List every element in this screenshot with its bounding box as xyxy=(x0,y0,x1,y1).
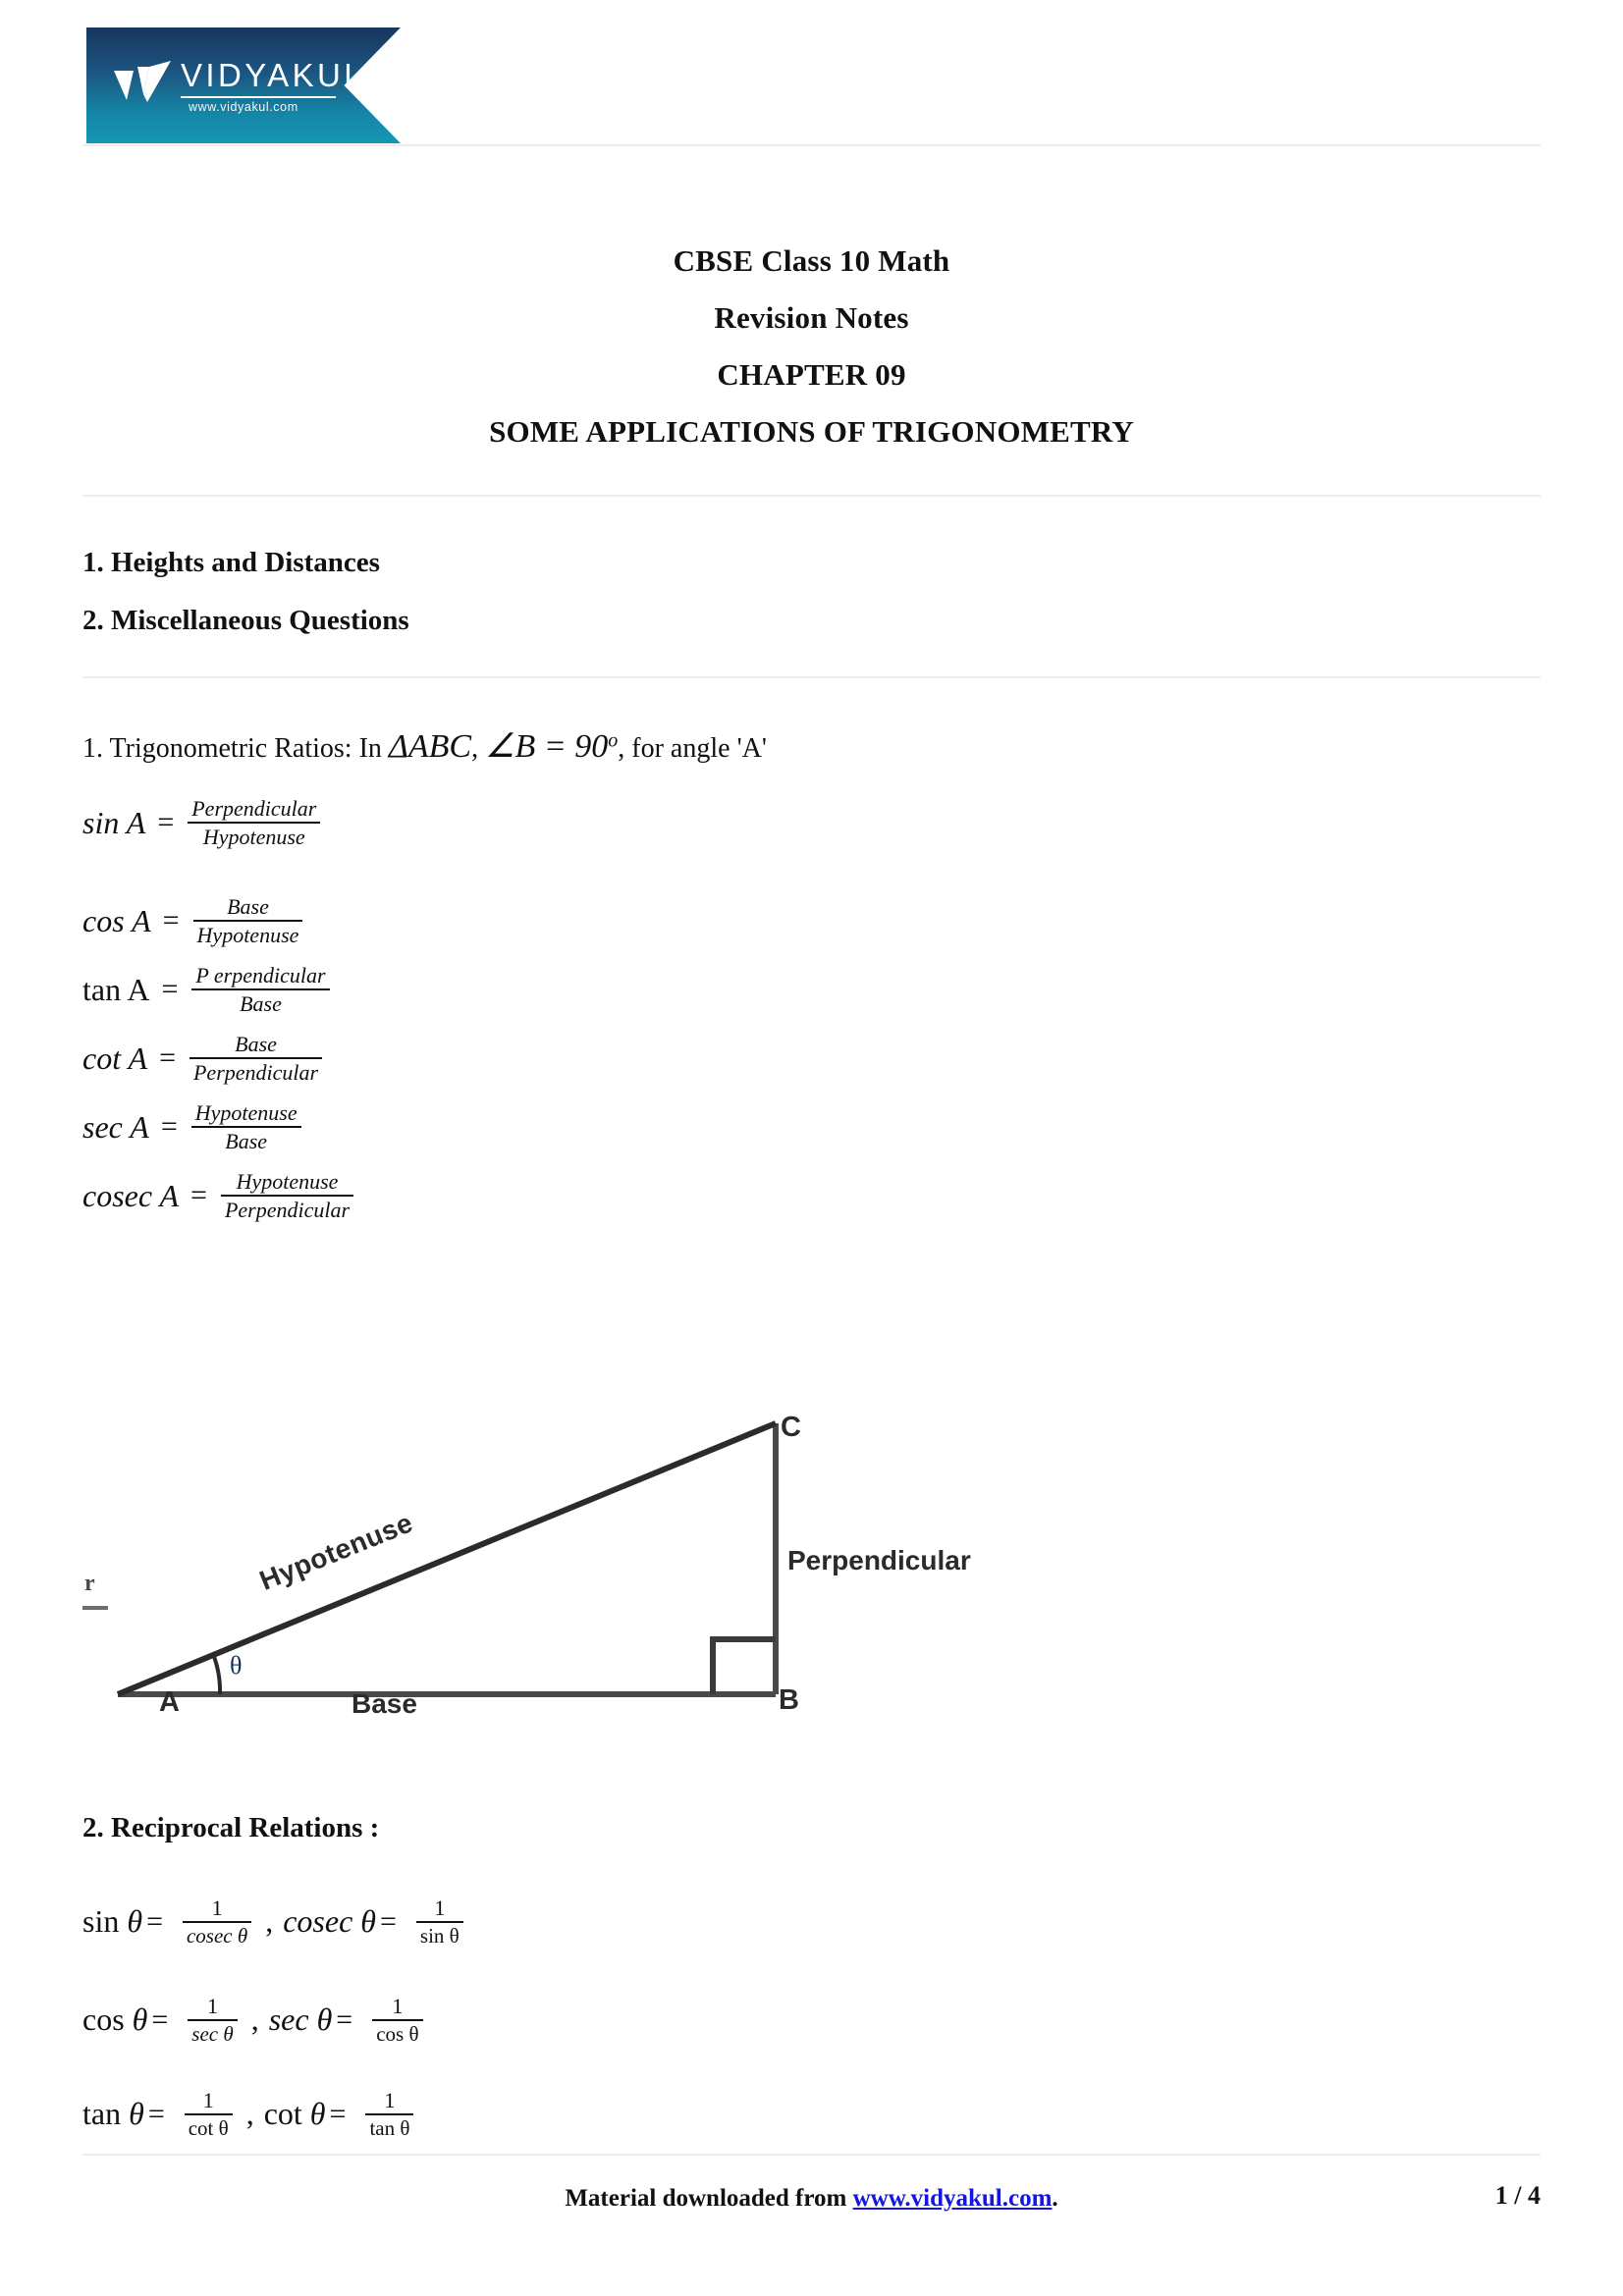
reciprocal-relations-heading: 2. Reciprocal Relations : xyxy=(82,1812,380,1843)
equals-sign: = xyxy=(157,806,175,839)
fraction-bar xyxy=(416,1921,463,1923)
trig-ratios-intro xyxy=(82,726,767,766)
fraction-denominator: Base xyxy=(225,1129,268,1154)
reciprocal-right-theta: θ xyxy=(316,2002,333,2038)
fraction-numerator: 1 xyxy=(207,1994,218,2018)
reciprocal-row-2 xyxy=(82,1995,429,2045)
page-title-line-2: Revision Notes xyxy=(714,300,909,335)
formula-lhs: sin A xyxy=(82,804,146,840)
degree-symbol: o xyxy=(608,729,619,752)
divider-under-title xyxy=(82,495,1541,497)
base-label: Base xyxy=(352,1688,417,1719)
reciprocal-left-fn: sin xyxy=(82,1903,120,1940)
reciprocal-left-theta: θ xyxy=(129,2096,144,2132)
fraction xyxy=(188,797,320,848)
contents-item-1: 1. Heights and Distances xyxy=(82,547,380,578)
reciprocal-right-fn: cot xyxy=(263,2096,302,2132)
theta-label: θ xyxy=(230,1651,243,1680)
hypotenuse-label: Hypotenuse xyxy=(255,1507,417,1596)
fraction xyxy=(193,895,303,946)
footer-text-before: Material downloaded from xyxy=(565,2185,853,2212)
fraction-denominator: Perpendicular xyxy=(192,1060,319,1086)
formula-cosec-a xyxy=(82,1170,353,1221)
fraction-denominator: sin θ xyxy=(419,1924,460,1949)
divider-top xyxy=(82,144,1541,146)
fraction-bar xyxy=(372,2019,422,2021)
fraction-bar xyxy=(191,988,329,990)
fraction-bar xyxy=(185,2113,233,2115)
footer-text-after: . xyxy=(1052,2185,1058,2212)
equals-sign: = xyxy=(336,2002,353,2036)
fraction-denominator: Hypotenuse xyxy=(202,825,305,850)
perpendicular-label: Perpendicular xyxy=(787,1545,971,1575)
fraction-numerator: 1 xyxy=(384,2088,396,2112)
page-title-chapter: CHAPTER 09 xyxy=(717,357,906,392)
fraction-numerator: Base xyxy=(235,1032,277,1056)
fraction-numerator: Perpendicular xyxy=(191,796,317,821)
page-title-line-1: CBSE Class 10 Math xyxy=(673,243,950,278)
equals-sign: = xyxy=(329,2097,347,2130)
intro-prefix: 1. Trigonometric Ratios: In xyxy=(82,733,389,764)
logo-underline xyxy=(181,96,336,98)
fraction-denominator: cos θ xyxy=(376,2022,419,2047)
hypotenuse-line xyxy=(118,1423,776,1694)
vidyakul-logo xyxy=(86,27,401,143)
reciprocal-right-theta: θ xyxy=(360,1903,376,1940)
equals-sign: = xyxy=(147,2097,165,2130)
fraction-numerator: 1 xyxy=(392,1994,404,2018)
fraction xyxy=(188,1995,237,2045)
vertex-label-b: B xyxy=(779,1684,799,1716)
fraction-numerator: 1 xyxy=(211,1896,223,1920)
equals-sign: = xyxy=(146,1904,163,1938)
fraction-denominator: Hypotenuse xyxy=(196,923,299,948)
separator-comma: , xyxy=(265,1903,274,1940)
vidyakul-check-mark-icon xyxy=(114,61,175,106)
equals-sign: = xyxy=(159,1041,176,1075)
fraction-denominator: Base xyxy=(240,991,282,1017)
equals-sign: = xyxy=(151,2002,169,2036)
formula-lhs: cosec A xyxy=(82,1177,180,1213)
formula-tan-a xyxy=(82,964,330,1015)
fraction xyxy=(221,1170,353,1221)
fraction xyxy=(183,1896,251,1947)
triangle-abc: ΔABC xyxy=(388,728,472,765)
fraction-numerator: Hypotenuse xyxy=(236,1169,339,1194)
triangle-svg xyxy=(82,1382,1182,1775)
formula-cot-a xyxy=(82,1033,322,1084)
fraction-bar xyxy=(191,1126,301,1128)
reciprocal-left-theta: θ xyxy=(127,1903,143,1940)
reciprocal-right-fn: sec xyxy=(268,2002,309,2038)
logo-brand-text: VIDYAKUL xyxy=(181,57,365,93)
scan-artifact-bar xyxy=(82,1606,108,1610)
equals-sign: = xyxy=(190,1179,207,1212)
fraction xyxy=(365,2089,413,2139)
logo-url-text: www.vidyakul.com xyxy=(189,100,298,114)
formula-lhs: tan A xyxy=(82,971,150,1007)
reciprocal-left-fn: tan xyxy=(82,2096,122,2132)
equals-sign: = xyxy=(160,1110,178,1144)
vertex-label-a: A xyxy=(159,1686,180,1718)
formula-lhs: cos A xyxy=(82,902,151,938)
fraction xyxy=(189,1033,322,1084)
footer-note xyxy=(0,2185,1623,2213)
equals-sign: = xyxy=(379,1904,397,1938)
fraction-numerator: P erpendicular xyxy=(195,963,326,988)
fraction-denominator: Perpendicular xyxy=(224,1198,351,1223)
fraction-bar xyxy=(188,822,320,824)
fraction-bar xyxy=(193,920,303,922)
separator-comma: , xyxy=(250,2002,259,2038)
vertex-label-c: C xyxy=(781,1412,801,1443)
fraction-bar xyxy=(183,1921,251,1923)
reciprocal-right-theta: θ xyxy=(309,2096,326,2132)
fraction-bar xyxy=(188,2019,237,2021)
page-number: 1 / 4 xyxy=(1494,2181,1541,2210)
fraction xyxy=(416,1896,463,1947)
fraction-bar xyxy=(365,2113,413,2115)
fraction-numerator: 1 xyxy=(434,1896,446,1920)
fraction xyxy=(191,1101,301,1152)
fraction-denominator: tan θ xyxy=(369,2116,410,2141)
intro-suffix: , for angle 'A' xyxy=(618,733,767,764)
formula-lhs: sec A xyxy=(82,1108,149,1145)
reciprocal-left-fn: cos xyxy=(82,2002,125,2038)
formula-cos-a xyxy=(82,895,302,946)
divider-above-footer xyxy=(82,2154,1541,2156)
fraction xyxy=(191,964,329,1015)
fraction-numerator: Base xyxy=(227,894,269,919)
fraction-numerator: 1 xyxy=(202,2088,214,2112)
equals-sign: = xyxy=(162,904,180,937)
fraction xyxy=(185,2089,233,2139)
fraction-denominator: cosec θ xyxy=(186,1924,248,1949)
reciprocal-right-fn: cosec xyxy=(283,1903,353,1940)
footer-website-link[interactable]: www.vidyakul.com xyxy=(852,2185,1053,2212)
right-triangle-diagram xyxy=(82,1382,1182,1775)
equals-sign: = xyxy=(161,973,179,1006)
separator-comma: , xyxy=(245,2096,254,2132)
page-title-subject: SOME APPLICATIONS OF TRIGONOMETRY xyxy=(489,414,1134,449)
right-angle-marker xyxy=(713,1639,776,1694)
reciprocal-row-1 xyxy=(82,1896,469,1947)
formula-sin-a xyxy=(82,797,320,848)
formula-sec-a xyxy=(82,1101,301,1152)
theta-arc xyxy=(213,1654,220,1694)
fraction xyxy=(372,1995,422,2045)
fraction-numerator: Hypotenuse xyxy=(194,1100,298,1125)
fraction-bar xyxy=(221,1195,353,1197)
formula-lhs: cot A xyxy=(82,1040,148,1076)
fraction-bar xyxy=(189,1057,322,1059)
reciprocal-left-theta: θ xyxy=(132,2002,148,2038)
angle-b-value: ∠B = 90 xyxy=(485,728,609,765)
contents-item-2: 2. Miscellaneous Questions xyxy=(82,605,409,636)
intro-comma: , xyxy=(471,733,486,764)
scan-artifact-r: r xyxy=(84,1571,95,1596)
reciprocal-row-3 xyxy=(82,2089,419,2139)
fraction-denominator: cot θ xyxy=(188,2116,229,2141)
divider-under-contents xyxy=(82,676,1541,678)
fraction-denominator: sec θ xyxy=(191,2022,234,2047)
